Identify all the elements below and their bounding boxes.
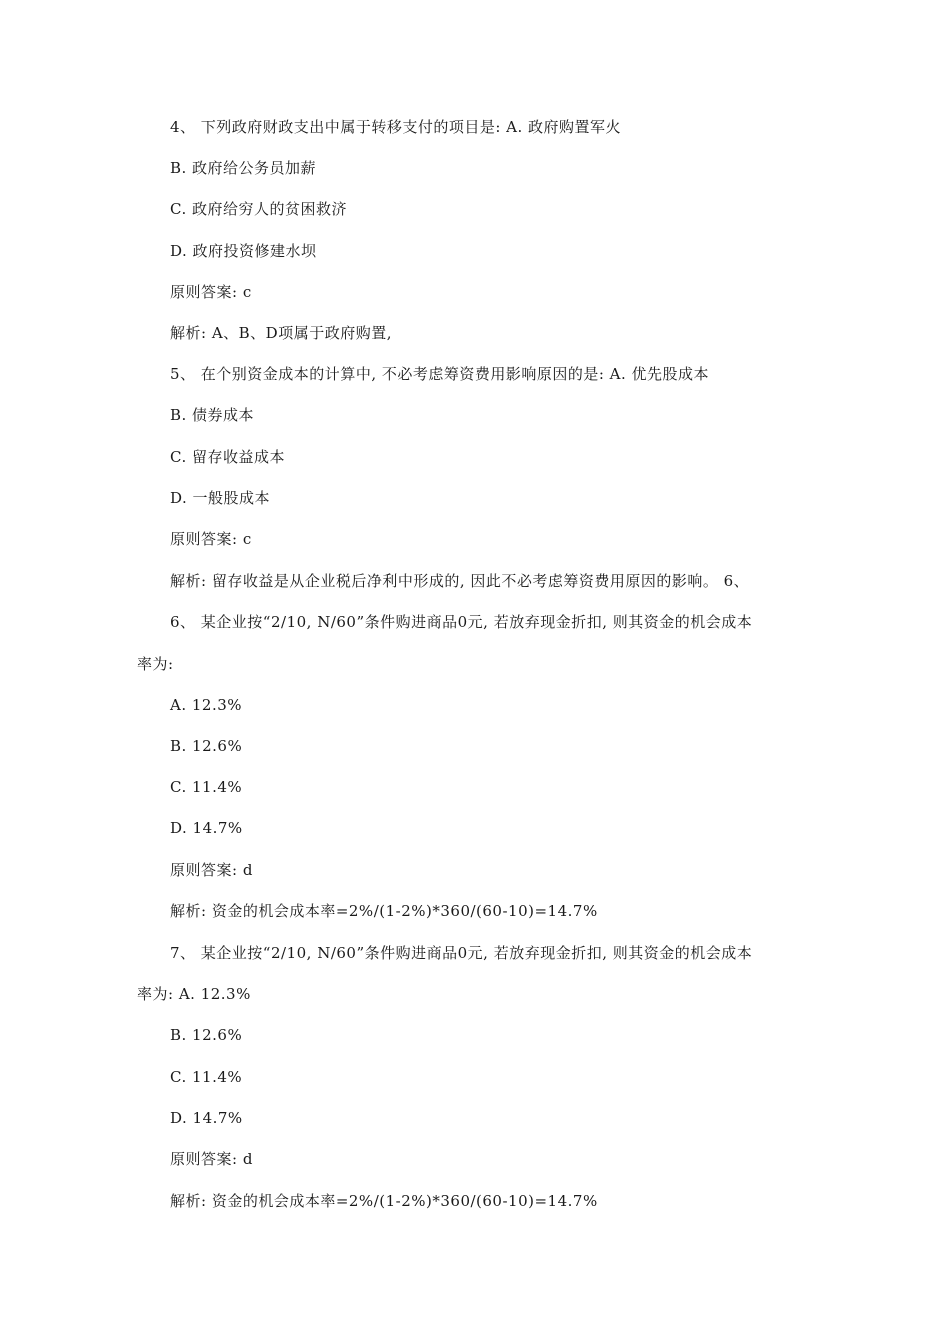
question-5-option-c: C. 留存收益成本 — [170, 448, 285, 466]
question-6-option-a: A. 12.3% — [170, 696, 243, 714]
question-7-option-c: C. 11.4% — [170, 1068, 243, 1086]
question-5-analysis: 解析: 留存收益是从企业税后净利中形成的, 因此不必考虑筹资费用原因的影响。 6、 — [170, 572, 750, 590]
question-7-answer: 原则答案: d — [170, 1150, 253, 1168]
question-4-answer: 原则答案: c — [170, 283, 252, 301]
question-6-stem: 6、 某企业按“2/10, N/60”条件购进商品0元, 若放弃现金折扣, 则其资金的机会成本 — [170, 613, 753, 631]
question-7-option-d: D. 14.7% — [170, 1109, 243, 1127]
question-7-option-b: B. 12.6% — [170, 1026, 243, 1044]
question-5-option-b: B. 债券成本 — [170, 406, 255, 424]
question-4-option-d: D. 政府投资修建水坝 — [170, 242, 317, 260]
question-6-answer: 原则答案: d — [170, 861, 253, 879]
question-5-answer: 原则答案: c — [170, 530, 252, 548]
question-4-option-b: B. 政府给公务员加薪 — [170, 159, 317, 177]
question-7-stem: 7、 某企业按“2/10, N/60”条件购进商品0元, 若放弃现金折扣, 则其资金的机会成本 — [170, 944, 753, 962]
question-6-option-b: B. 12.6% — [170, 737, 243, 755]
question-7-stem-continued: 率为: A. 12.3% — [137, 985, 251, 1003]
question-4-option-c: C. 政府给穷人的贫困救济 — [170, 200, 347, 218]
question-5-option-d: D. 一般股成本 — [170, 489, 271, 507]
question-7-analysis: 解析: 资金的机会成本率=2%/(1-2%)*360/(60-10)=14.7% — [170, 1192, 598, 1210]
question-6-option-c: C. 11.4% — [170, 778, 243, 796]
question-6-option-d: D. 14.7% — [170, 819, 243, 837]
question-6-analysis: 解析: 资金的机会成本率=2%/(1-2%)*360/(60-10)=14.7% — [170, 902, 598, 920]
question-4-analysis: 解析: A、B、D项属于政府购置, — [170, 324, 392, 342]
question-6-stem-continued: 率为: — [137, 655, 174, 673]
question-4-stem: 4、 下列政府财政支出中属于转移支付的项目是: A. 政府购置军火 — [170, 118, 622, 136]
question-5-stem: 5、 在个别资金成本的计算中, 不必考虑筹资费用影响原因的是: A. 优先股成本 — [170, 365, 710, 383]
